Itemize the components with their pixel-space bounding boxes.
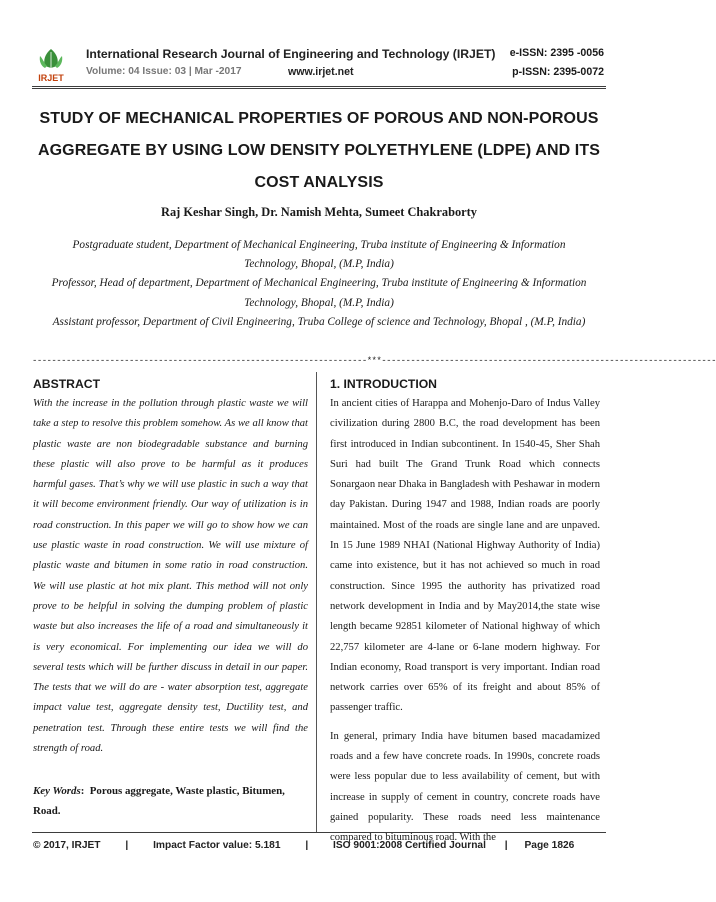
e-issn: e-ISSN: 2395 -0056: [509, 47, 604, 59]
right-column: [330, 375, 600, 857]
footer-impact-factor: Impact Factor value: 5.181: [153, 840, 281, 851]
volume-issue: Volume: 04 Issue: 03 | Mar -2017: [86, 66, 242, 77]
footer-rule: [32, 832, 606, 833]
irjet-logo-icon: [35, 46, 67, 84]
keywords-text: Porous aggregate, Waste plastic, Bitumen, Road.: [33, 785, 285, 818]
paper-title: STUDY OF MECHANICAL PROPERTIES OF POROUS AND NON-POROUS AGGREGATE BY USING LOW DENSITY POLYETHYLENE (LDPE) AND ITS COST ANALYSIS: [37, 110, 600, 191]
section-separator: ---------------------------------------------------------------------***---------------------------------------------------------------------: [32, 356, 716, 366]
introduction-heading: 1. INTRODUCTION: [330, 377, 437, 391]
keywords: Key Words: Porous aggregate, Waste plastic, Bitumen, Road.: [33, 785, 285, 818]
header-rule-thin: [32, 88, 606, 89]
footer-separator: |: [125, 840, 129, 851]
footer-separator: |: [504, 840, 508, 851]
affiliation-1: Postgraduate student, Department of Mechanical Engineering, Truba institute of Engineering & Information Technology, Bhopal, (M.P, India): [72, 239, 566, 271]
page-footer: [33, 840, 607, 851]
journal-website-link[interactable]: www.irjet.net: [288, 66, 354, 78]
left-column: [33, 375, 308, 821]
header-rule: [32, 86, 606, 87]
p-issn: p-ISSN: 2395-0072: [512, 66, 604, 78]
affiliations: [50, 236, 588, 332]
logo-text: IRJET: [38, 73, 64, 83]
affiliation-2: Professor, Head of department, Department of Mechanical Engineering, Truba institute of Engineering & Information Technology, Bhopal, (M.P, India): [51, 277, 587, 309]
abstract-heading: ABSTRACT: [33, 377, 101, 391]
keywords-label: Key Words: [33, 785, 81, 798]
paper-authors: Raj Keshar Singh, Dr. Namish Mehta, Sumeet Chakraborty: [161, 205, 477, 219]
footer-copyright: © 2017, IRJET: [33, 840, 101, 851]
journal-header: [32, 44, 606, 86]
footer-iso: ISO 9001:2008 Certified Journal: [333, 840, 486, 851]
introduction-paragraph-1: In ancient cities of Harappa and Mohenjo-Daro of Indus Valley civilization during 2800 B.C, the road development has been first introduced in Indian subcontinent. In 1540-45, Sher Shah Suri had built The Grand Trunk Road which connects Sonargaon near Dhaka in Bangladesh with Peshawar in modern day Pakistan. During 1947 and 1988, Indian roads are poorly maintained. Most of the roads are single lane and are unpaved. In 15 June 1989 NHAI (National Highway Authority of India) came into existence, but it has not achieved so much in road construction. Since 1995 the authority has privatized road network development in India and by May2014,the state wise length became 92851 kilometer of National highway of which 22,757 kilometer are 4-lane or 6-lane modern highway. For Indian economy, Road transport is very important. Indian road network carries over 65% of its freight and about 85% of passenger traffic.: [330, 398, 600, 714]
introduction-paragraph-2: In general, primary India have bitumen based macadamized roads and a few have concrete roads. In 1990s, concrete roads were less popular due to less availability of cement, but with increase in supply of cement in country, concrete roads have gained popularity. These roads need less maintenance compared to bituminous road. With the: [330, 730, 600, 844]
abstract-text: With the increase in the pollution through plastic waste we will take a step to resolve this problem somehow. As we all know that plastic waste are non biodegradable substance and burning these plastic will also prove to be harmful as it produces harmful gases. That’s why we will use plastic in such a way that it will become environment friendly. Our way of utilization is in road construction. In this paper we will go to show how we can use plastic waste in road construction. We will use mixture of plastic waste and bitumen in some ratio in road construction. We will use plastic at hot mix plant. This method will not only prove to be helpful in solving the dumping problem of plastic waste but also increases the life of a road and simultaneously it is very economical. For implementing our idea we will do several tests which will be further discuss in detail in our paper. The tests that we will do are - water absorption test, aggregate impact value test, aggregate density test, Ductility test, and penetration test. Through these entire tests we will find the strength of road.: [33, 398, 308, 755]
column-divider: [316, 372, 317, 832]
footer-separator: |: [305, 840, 309, 851]
journal-title: International Research Journal of Engineering and Technology (IRJET): [86, 47, 496, 61]
affiliation-3: Assistant professor, Department of Civil Engineering, Truba College of science and Technology, Bhopal , (M.P, India): [52, 315, 586, 328]
footer-page-number: Page 1826: [524, 840, 575, 851]
